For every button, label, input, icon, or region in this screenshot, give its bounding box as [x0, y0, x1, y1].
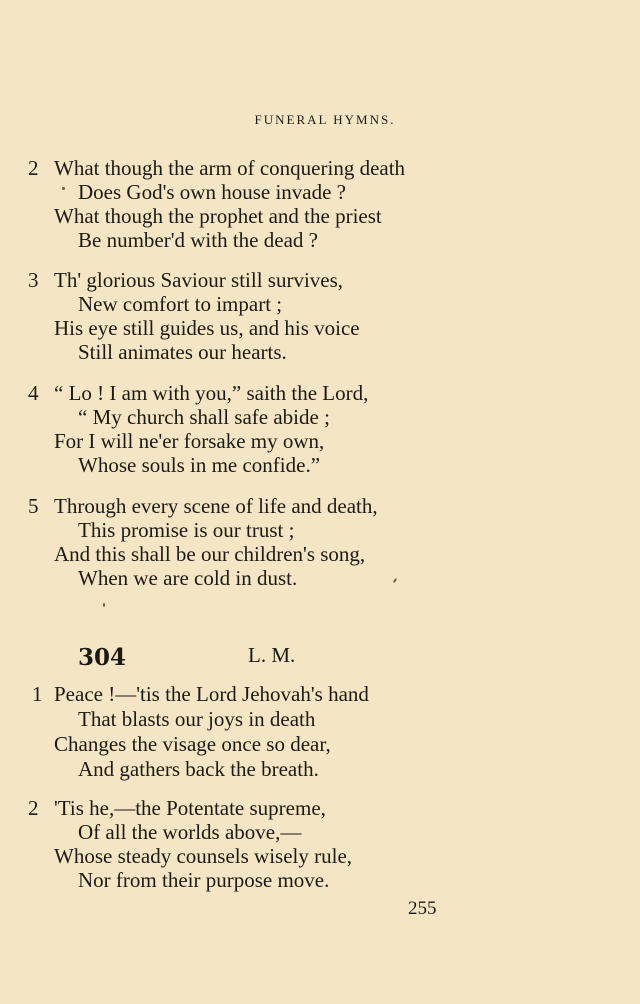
- stanza-line: Of all the worlds above,—: [78, 820, 302, 844]
- stanza-line: New comfort to impart ;: [78, 292, 283, 316]
- ink-speck: [393, 578, 398, 583]
- stanza-number: 5: [28, 494, 39, 518]
- stanza-line: Whose steady counsels wisely rule,: [54, 844, 353, 868]
- stanza-line: Nor from their purpose move.: [78, 868, 330, 892]
- hymn-number: 304: [78, 644, 127, 671]
- stanza-line: And gathers back the breath.: [78, 757, 319, 781]
- stanza-number: 3: [28, 268, 39, 292]
- stanza-line: Whose souls in me confide.”: [78, 453, 321, 477]
- page-number: 255: [408, 898, 437, 919]
- stanza-line: When we are cold in dust.: [78, 566, 298, 590]
- stanza-number: 2: [28, 156, 39, 180]
- stanza-line: And this shall be our children's song,: [54, 542, 366, 566]
- stanza-line: What though the prophet and the priest: [54, 204, 382, 228]
- ink-speck: [62, 187, 65, 190]
- hymn-meter: L. M.: [248, 643, 296, 667]
- stanza-line: “ My church shall safe abide ;: [78, 405, 330, 429]
- stanza-line: 'Tis he,—the Potentate supreme,: [54, 796, 326, 820]
- stanza-line: Th' glorious Saviour still survives,: [54, 268, 344, 292]
- stanza-line: Does God's own house invade ?: [78, 180, 346, 204]
- stanza-line: This promise is our trust ;: [78, 518, 295, 542]
- stanza-number: 4: [28, 381, 39, 405]
- stanza-line: His eye still guides us, and his voice: [54, 316, 360, 340]
- running-header: FUNERAL HYMNS.: [254, 112, 396, 127]
- stanza-line: That blasts our joys in death: [78, 707, 316, 731]
- stanza-line: What though the arm of conquering death: [54, 156, 406, 180]
- stanza-line: Still animates our hearts.: [78, 340, 287, 364]
- ink-speck: [103, 603, 105, 607]
- stanza-line: Peace !—'tis the Lord Jehovah's hand: [54, 682, 369, 706]
- stanza-line: Through every scene of life and death,: [54, 494, 378, 518]
- stanza-line: Be number'd with the dead ?: [78, 228, 318, 252]
- stanza-number: 1: [32, 682, 43, 706]
- stanza-line: “ Lo ! I am with you,” saith the Lord,: [54, 381, 369, 405]
- stanza-number: 2: [28, 796, 39, 820]
- stanza-line: For I will ne'er forsake my own,: [54, 429, 325, 453]
- stanza-line: Changes the visage once so dear,: [54, 732, 331, 756]
